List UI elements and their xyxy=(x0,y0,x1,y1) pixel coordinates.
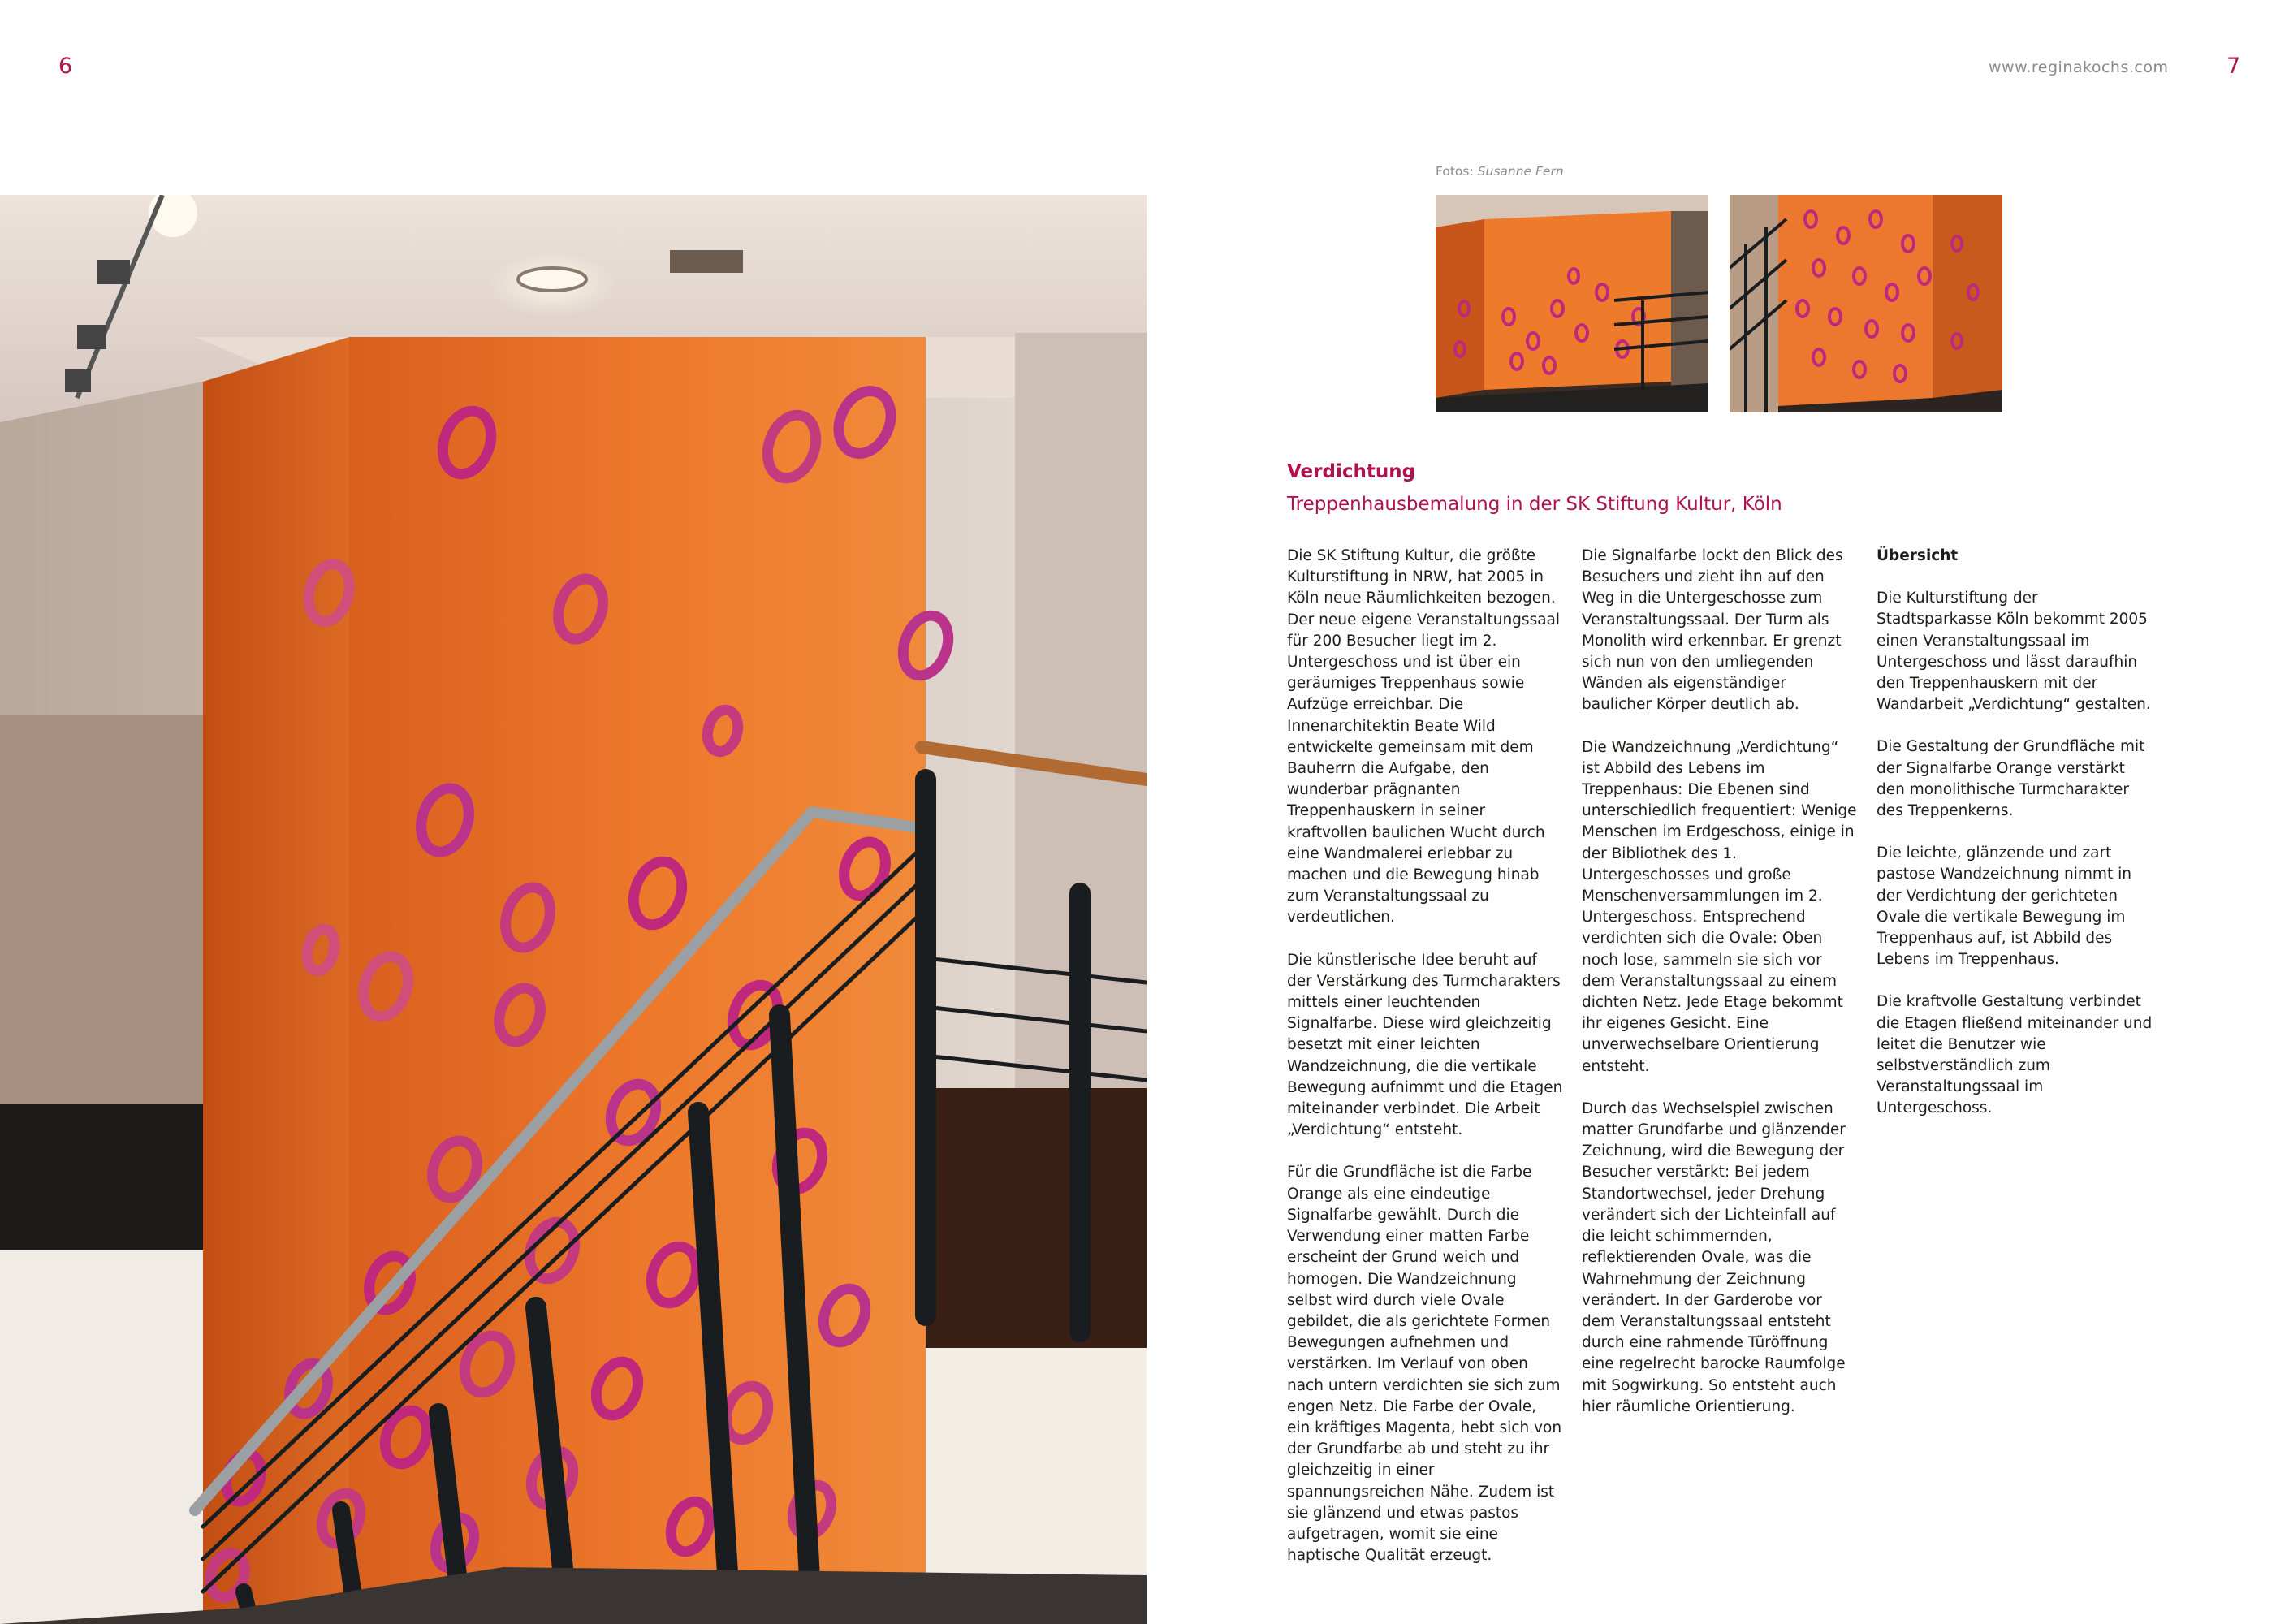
paragraph: Die leichte, glänzende und zart pastose Wandzeichnung nimmt in der Verdichtung der gerichteten Ovale die vertikale Bewegung im Treppenhaus auf, ist Abbild des Lebens im Treppenhaus. xyxy=(1877,844,2131,969)
text-column-1 xyxy=(1287,546,1563,1587)
text-column-2 xyxy=(1582,546,1858,1439)
paragraph: Die kraftvolle Gestaltung verbindet die Etagen fließend miteinander und leitet die Benutzer wie selbstverständlich zum Veranstaltungssaal im Untergeschoss. xyxy=(1877,993,2153,1117)
article-subtitle: Treppenhausbemalung in der SK Stiftung Kultur, Köln xyxy=(1287,494,1782,515)
paragraph: Die Gestaltung der Grundfläche mit der Signalfarbe Orange verstärkt den monolithische Turmcharakter des Treppenkerns. xyxy=(1877,738,2145,820)
paragraph: Für die Grundfläche ist die Farbe Orange als eine eindeutige Signalfarbe gewählt. Durch die Verwendung einer matten Farbe erscheint der Grund weich und homogen. Die Wandzeichnung selbst wird durch viele Ovale gebildet, die als gerichtete Formen Bewegungen aufnehmen und verstärken. Im Verlauf von oben nach untern verdichten sie sich zum engen Netz. Die Farbe der Ovale, ein kräftiges Magenta, hebt sich von der Grundfarbe ab und steht zu ihr gleichzeitig in einer spannungsreichen Nähe. Zudem ist sie glänzend und etwas pastos aufgetragen, womit sie eine haptische Qualität erzeugt. xyxy=(1287,1164,1562,1565)
website-url[interactable]: www.reginakochs.com xyxy=(1989,58,2169,76)
photo-credit-name: Susanne Fern xyxy=(1477,164,1564,179)
paragraph: Die Signalfarbe lockt den Blick des Besuchers und zieht ihn auf den Weg in die Untergeschosse zum Veranstaltungssaal. Der Turm als Monolith wird erkennbar. Er grenzt sich nun von den umliegenden Wänden als eigenständiger baulicher Körper deutlich ab. xyxy=(1582,547,1843,714)
paragraph: Die Kulturstiftung der Stadtsparkasse Köln bekommt 2005 einen Veranstaltungssaal im Untergeschoss und lässt daraufhin den Treppenhauskern mit der Wandarbeit „Verdichtung“ gestalten. xyxy=(1877,590,2151,714)
text-column-3 xyxy=(1877,546,2153,1141)
photo-credit xyxy=(1436,164,1564,179)
paragraph: Die künstlerische Idee beruht auf der Verstärkung des Turmcharakters mittels einer leuchtenden Signalfarbe. Diese wird gleichzeitig besetzt mit einer leichten Wandzeichnung, die die vertikale Bewegung aufnimmt und die Etagen miteinander verbindet. Die Arbeit „Verdichtung“ entsteht. xyxy=(1287,951,1563,1139)
photo-credit-label: Fotos: xyxy=(1436,164,1474,179)
page-number-right: 7 xyxy=(2226,54,2241,79)
thumbnail-photo-2 xyxy=(1730,195,2002,412)
paragraph: Die Wandzeichnung „Verdichtung“ ist Abbild des Lebens im Treppenhaus: Die Ebenen sind unterschiedlich frequentiert: Wenige Menschen im Erdgeschoss, einige in der Bibliothek des 1. Untergeschosses und große Menschenversammlungen im 2. Untergeschoss. Entsprechend verdichten sich die Ovale: Oben noch lose, sammeln sie sich vor dem Veranstaltungssaal zu einem dichten Netz. Jede Etage bekommt ihr eigenes Gesicht. Eine unverwechselbare Orientierung entsteht. xyxy=(1582,738,1857,1075)
thumbnail-photo-1 xyxy=(1436,195,1708,412)
main-stairwell-photo xyxy=(0,195,1147,1624)
article-title: Verdichtung xyxy=(1287,461,1416,482)
overview-heading: Übersicht xyxy=(1877,547,1959,564)
paragraph: Die SK Stiftung Kultur, die größte Kulturstiftung in NRW, hat 2005 in Köln neue Räumlichkeiten bezogen. Der neue eigene Veranstaltungssaal für 200 Besucher liegt im 2. Untergeschoss und ist über ein geräumiges Treppenhaus sowie Aufzüge erreichbar. Die Innenarchitektin Beate Wild entwickelte gemeinsam mit dem Bauherrn die Aufgabe, den wunderbar prägnanten Treppenhauskern in seiner kraftvollen baulichen Wucht durch eine Wandmalerei erlebbar zu machen und die Bewegung hinab zum Veranstaltungssaal zu verdeutlichen. xyxy=(1287,547,1561,926)
paragraph: Durch das Wechselspiel zwischen matter Grundfarbe und glänzender Zeichnung, wird die Bewegung der Besucher verstärkt: Bei jedem Standortwechsel, jeder Drehung verändert sich der Lichteinfall auf die leicht schimmernden, reflektierenden Ovale, was die Wahrnehmung der Zeichnung verändert. In der Garderobe vor dem Veranstaltungssaal entsteht durch eine rahmende Türöffnung eine regelrecht barocke Raumfolge mit Sogwirkung. So entsteht auch hier räumliche Orientierung. xyxy=(1582,1099,1846,1415)
page-number-left: 6 xyxy=(58,54,73,79)
